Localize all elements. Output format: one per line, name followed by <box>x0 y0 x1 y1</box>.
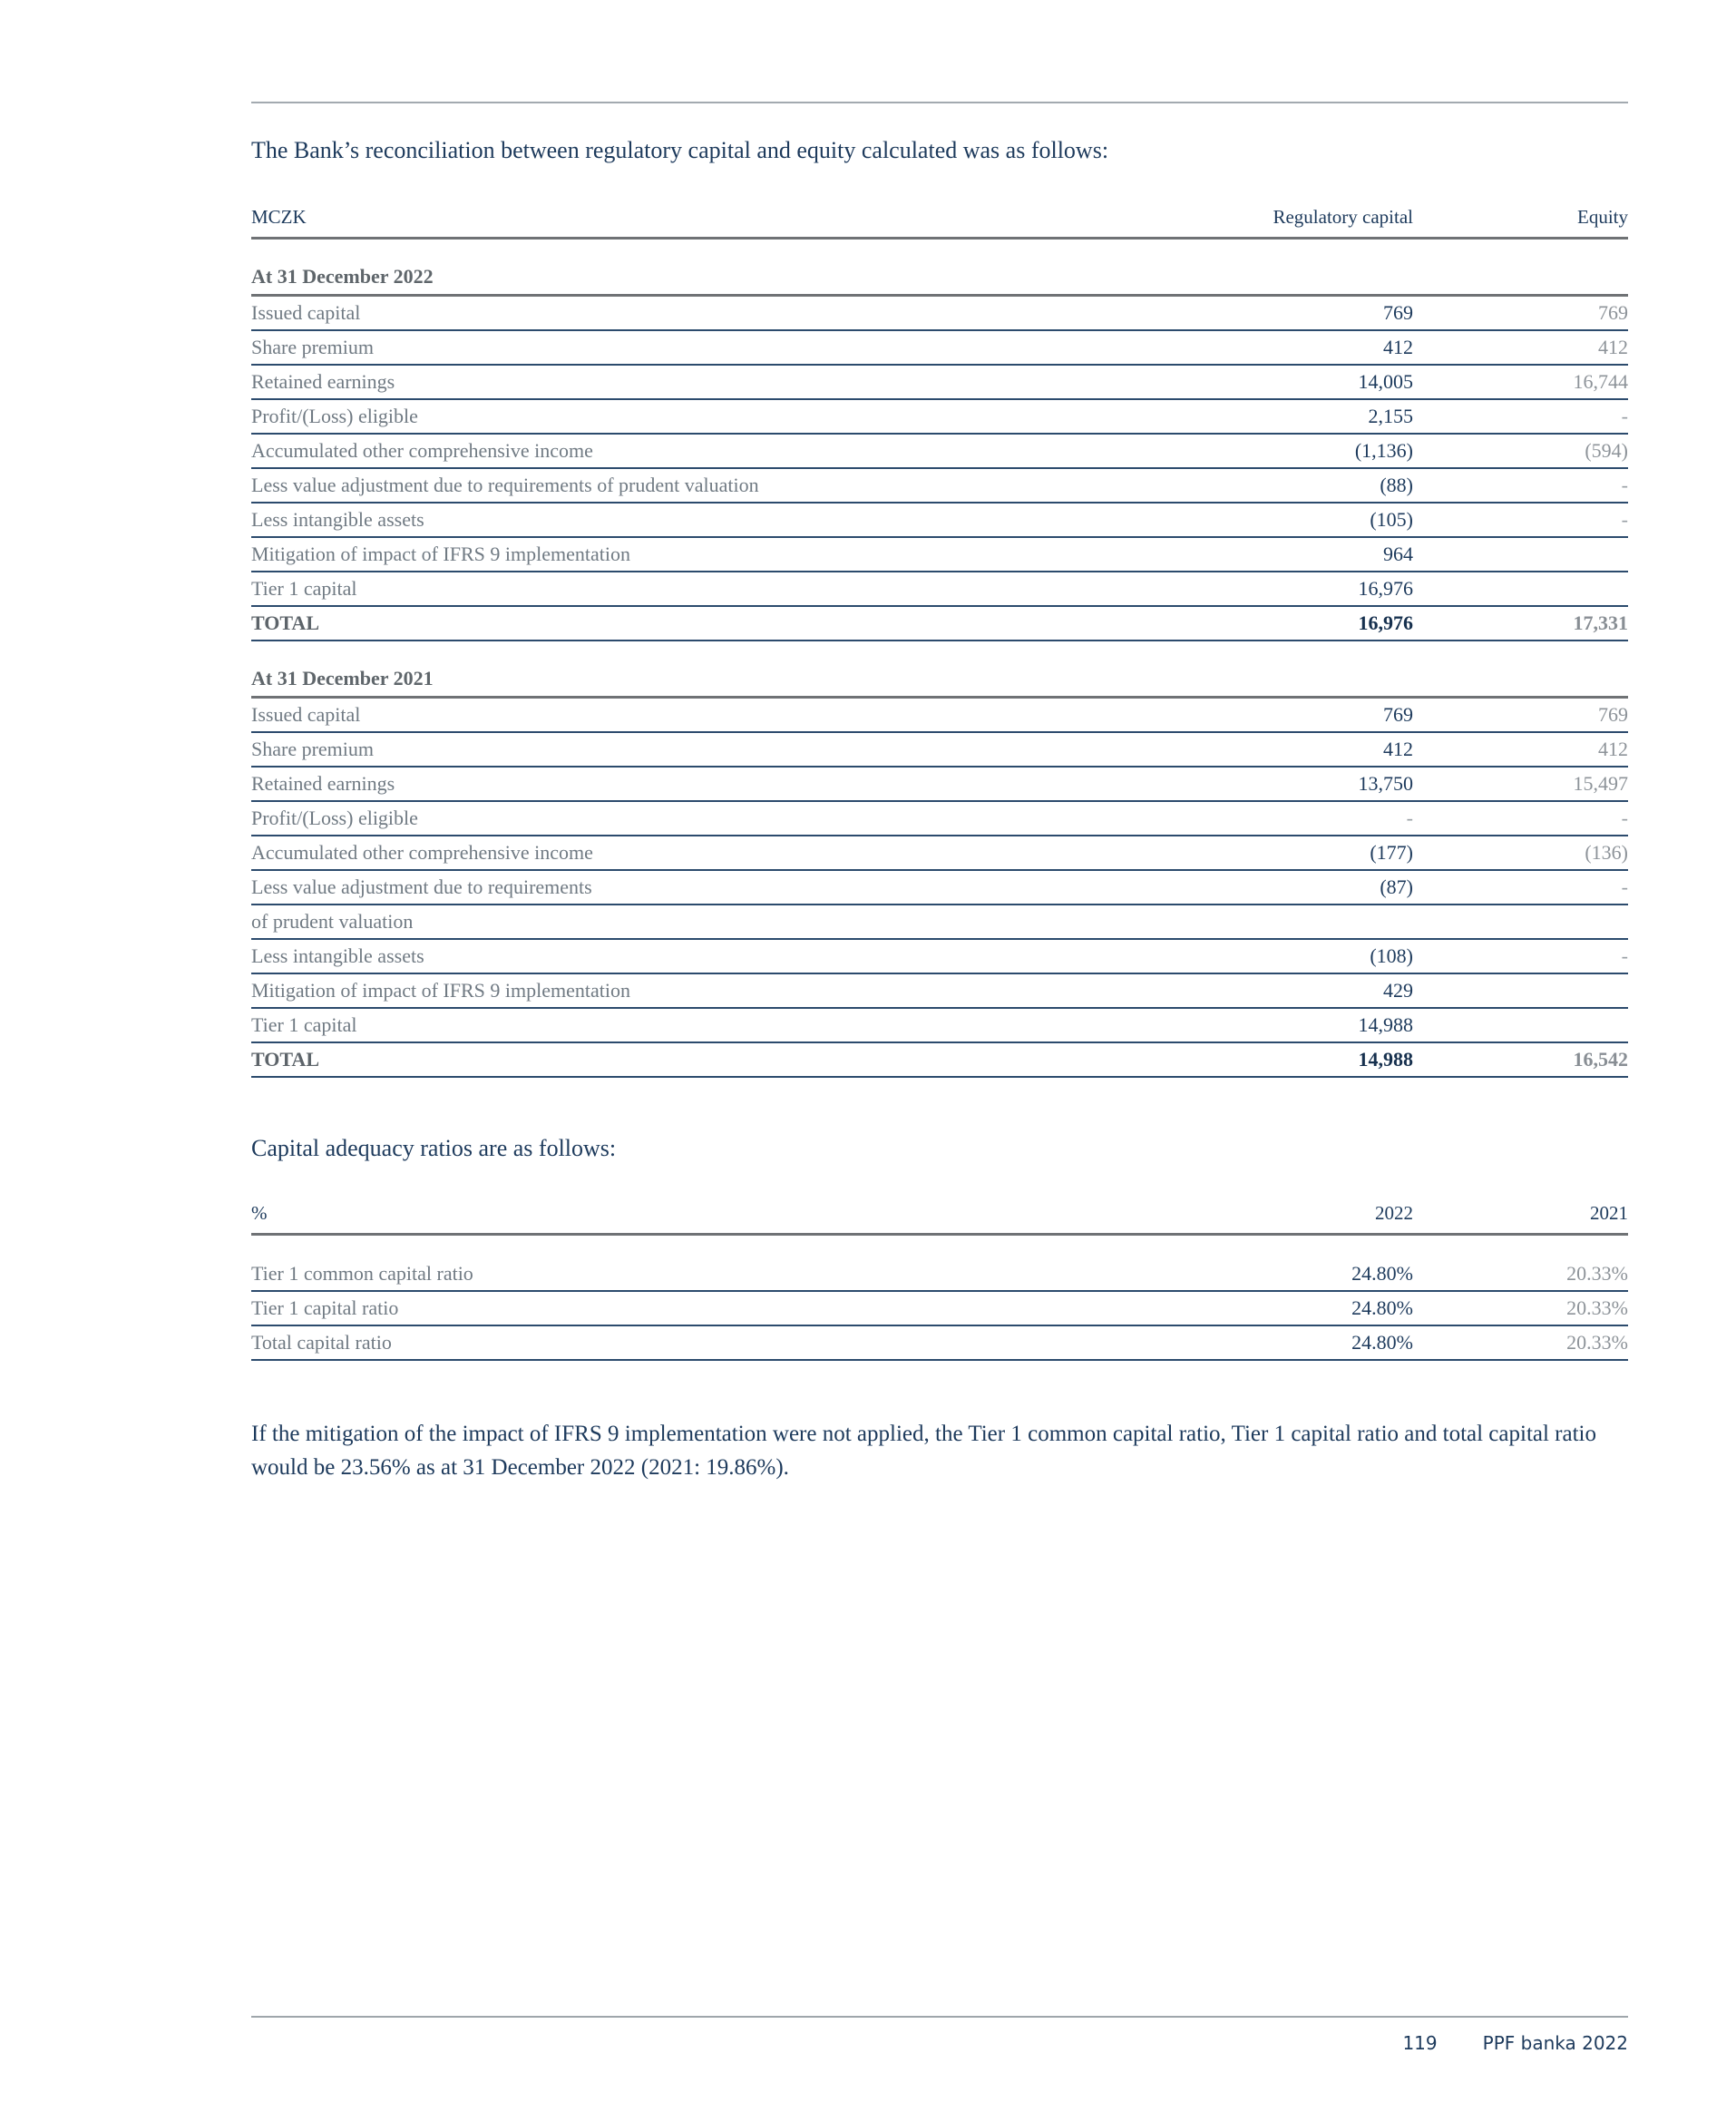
regulatory-capital-value: 13,750 <box>1358 772 1413 795</box>
row-label: Accumulated other comprehensive income <box>251 841 593 864</box>
row-label: Mitigation of impact of IFRS 9 implementation <box>251 979 630 1002</box>
ratio-row <box>251 1292 1628 1326</box>
row-label: Less intangible assets <box>251 944 424 967</box>
table-row <box>251 469 1628 504</box>
equity-value: (594) <box>1585 439 1628 462</box>
ratio-row <box>251 1326 1628 1361</box>
table-row-total <box>251 1043 1628 1078</box>
row-label: Issued capital <box>251 301 361 324</box>
equity-value: 412 <box>1598 336 1628 358</box>
table-row <box>251 974 1628 1009</box>
row-label: Accumulated other comprehensive income <box>251 439 593 462</box>
regulatory-capital-value: (88) <box>1380 474 1413 496</box>
table-row <box>251 400 1628 435</box>
column-header-equity: Equity <box>1577 206 1628 228</box>
brand-footer: PPF banka 2022 <box>1482 2032 1628 2054</box>
equity-value: - <box>1621 474 1628 496</box>
table-spacer <box>251 1236 1628 1257</box>
recon-table-header <box>251 205 1628 240</box>
table-row <box>251 699 1628 733</box>
column-header-2022: 2022 <box>1375 1202 1413 1224</box>
regulatory-capital-value: 769 <box>1383 301 1413 324</box>
percent-unit-label: % <box>251 1202 268 1224</box>
ifrs9-note-paragraph: If the mitigation of the impact of IFRS 9 implementation were not applied, the Tier 1 common capital ratio, Tier 1 capital ratio and total capital ratio would be 23.56% as at 31 December 2022 (2021: 19.86%). <box>251 1422 1596 1480</box>
equity-value: 16,542 <box>1573 1048 1628 1071</box>
regulatory-capital-value: (1,136) <box>1354 439 1413 462</box>
regulatory-capital-value: 16,976 <box>1358 611 1413 634</box>
unit-label: MCZK <box>251 206 307 228</box>
equity-value: 769 <box>1598 703 1628 726</box>
table-row <box>251 1009 1628 1043</box>
regulatory-capital-value: (108) <box>1370 944 1413 967</box>
section-heading-2021: At 31 December 2021 <box>251 667 1628 699</box>
table-row <box>251 871 1628 905</box>
table-row-total <box>251 607 1628 641</box>
top-divider <box>251 102 1628 103</box>
row-label: Share premium <box>251 336 375 358</box>
column-header-2021: 2021 <box>1590 1202 1628 1224</box>
table-row <box>251 940 1628 974</box>
page-number: 119 <box>1402 2032 1438 2054</box>
regulatory-capital-value: 412 <box>1383 336 1413 358</box>
equity-value: - <box>1621 405 1628 427</box>
row-label: Retained earnings <box>251 370 395 393</box>
ratio-2022-value: 24.80% <box>1351 1296 1413 1319</box>
regulatory-capital-value: 429 <box>1383 979 1413 1002</box>
row-label: Issued capital <box>251 703 361 726</box>
equity-value: - <box>1621 807 1628 829</box>
table-row-continuation <box>251 905 1628 940</box>
row-label: Retained earnings <box>251 772 395 795</box>
equity-value: - <box>1621 508 1628 531</box>
table-row <box>251 297 1628 331</box>
row-label: Share premium <box>251 738 375 760</box>
table-row <box>251 768 1628 802</box>
regulatory-capital-value: 14,988 <box>1358 1013 1413 1036</box>
row-label: Less value adjustment due to requirements of prudent valuation <box>251 474 759 496</box>
equity-value: 412 <box>1598 738 1628 760</box>
regulatory-capital-value: (105) <box>1370 508 1413 531</box>
table-row <box>251 435 1628 469</box>
regulatory-capital-value: 769 <box>1383 703 1413 726</box>
regulatory-capital-value: 14,988 <box>1358 1048 1413 1071</box>
equity-value: 17,331 <box>1573 611 1628 634</box>
equity-value: - <box>1621 875 1628 898</box>
table-row <box>251 538 1628 572</box>
row-label: of prudent valuation <box>251 910 414 933</box>
table-row <box>251 836 1628 871</box>
ratios-heading: Capital adequacy ratios are as follows: <box>251 1135 617 1161</box>
table-row <box>251 504 1628 538</box>
row-label: Profit/(Loss) eligible <box>251 807 418 829</box>
row-label: Mitigation of impact of IFRS 9 implementation <box>251 543 630 565</box>
regulatory-capital-value: 412 <box>1383 738 1413 760</box>
row-label: Less value adjustment due to requirements <box>251 875 592 898</box>
equity-value: (136) <box>1585 841 1628 864</box>
regulatory-capital-value: 964 <box>1383 543 1413 565</box>
row-label: Tier 1 common capital ratio <box>251 1262 473 1285</box>
section-heading-2022: At 31 December 2022 <box>251 265 1628 297</box>
column-header-regulatory-capital: Regulatory capital <box>1273 206 1413 228</box>
ratio-2021-value: 20.33% <box>1566 1296 1628 1319</box>
row-label: Total capital ratio <box>251 1331 392 1354</box>
row-label: Tier 1 capital ratio <box>251 1296 399 1319</box>
regulatory-capital-value: 16,976 <box>1358 577 1413 600</box>
row-label: TOTAL <box>251 1048 319 1071</box>
regulatory-capital-value: 14,005 <box>1358 370 1413 393</box>
equity-value: - <box>1621 944 1628 967</box>
equity-value: 769 <box>1598 301 1628 324</box>
equity-value: 15,497 <box>1573 772 1628 795</box>
row-label: Tier 1 capital <box>251 577 357 600</box>
table-row <box>251 572 1628 607</box>
row-label: Less intangible assets <box>251 508 424 531</box>
regulatory-capital-value: - <box>1406 807 1413 829</box>
regulatory-capital-value: (87) <box>1380 875 1413 898</box>
table-row <box>251 733 1628 768</box>
table-row <box>251 331 1628 366</box>
table-row <box>251 366 1628 400</box>
regulatory-capital-value: 2,155 <box>1368 405 1413 427</box>
ratio-row <box>251 1257 1628 1292</box>
row-label: Tier 1 capital <box>251 1013 357 1036</box>
ratio-2021-value: 20.33% <box>1566 1331 1628 1354</box>
equity-value: 16,744 <box>1573 370 1628 393</box>
page-footer <box>251 2016 1628 2054</box>
row-label: TOTAL <box>251 611 319 634</box>
ratio-2022-value: 24.80% <box>1351 1331 1413 1354</box>
row-label: Profit/(Loss) eligible <box>251 405 418 427</box>
ratio-2021-value: 20.33% <box>1566 1262 1628 1285</box>
ratios-table-header <box>251 1201 1628 1236</box>
regulatory-capital-value: (177) <box>1370 841 1413 864</box>
table-row <box>251 802 1628 836</box>
page-title: The Bank’s reconciliation between regulatory capital and equity calculated was as follows: <box>251 137 1109 163</box>
ratio-2022-value: 24.80% <box>1351 1262 1413 1285</box>
